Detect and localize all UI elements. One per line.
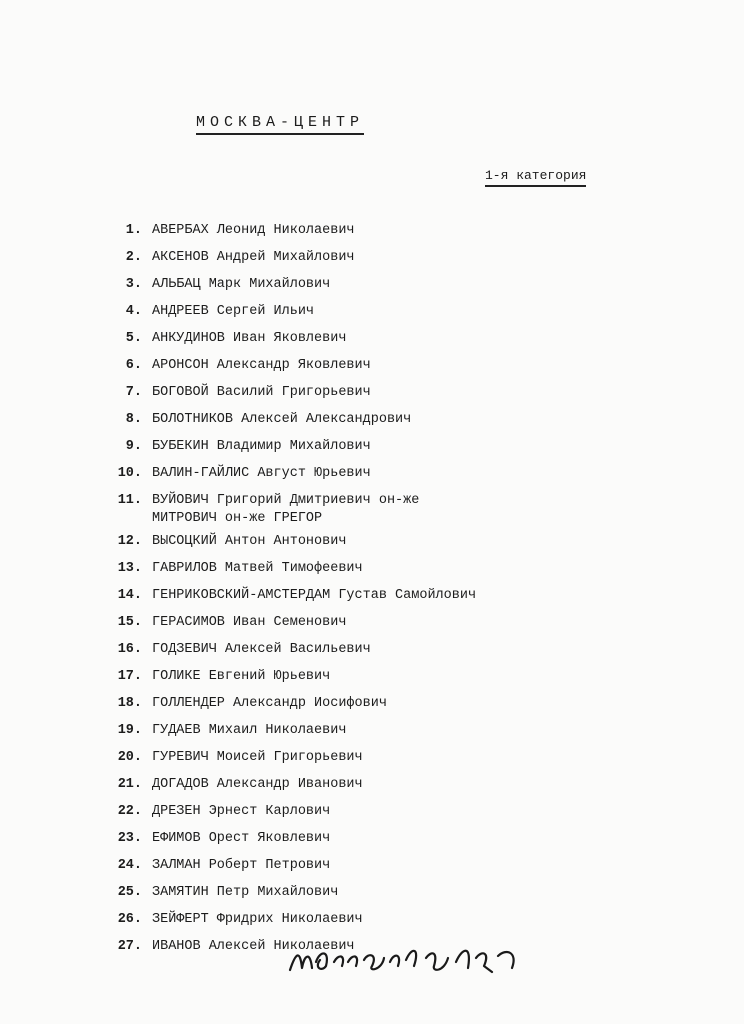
item-number: 13. xyxy=(117,561,142,576)
item-number: 10. xyxy=(117,466,142,481)
item-number: 22. xyxy=(117,804,142,819)
list-item xyxy=(108,303,708,330)
list-item xyxy=(108,695,708,722)
list-item xyxy=(108,776,708,803)
person-name: ВУЙОВИЧ Григорий Дмитриевич он-же МИТРОВИЧ он-же ГРЕГОР xyxy=(152,493,420,526)
person-name: АКСЕНОВ Андрей Михайлович xyxy=(152,250,355,265)
handwritten-signature xyxy=(286,932,536,982)
item-number: 3. xyxy=(125,277,142,292)
list-item xyxy=(108,357,708,384)
person-name: БОГОВОЙ Василий Григорьевич xyxy=(152,385,371,400)
person-name: АРОНСОН Александр Яковлевич xyxy=(152,358,371,373)
list-item xyxy=(108,884,708,911)
list-item xyxy=(108,492,708,533)
item-number: 8. xyxy=(125,412,142,427)
person-name: ГУДАЕВ Михаил Николаевич xyxy=(152,723,347,738)
item-number: 17. xyxy=(117,669,142,684)
person-name: АНДРЕЕВ Сергей Ильич xyxy=(152,304,315,319)
person-name: ЗАМЯТИН Петр Михайлович xyxy=(152,885,339,900)
person-name: ЗЕЙФЕРТ Фридрих Николаевич xyxy=(152,912,363,927)
item-number: 18. xyxy=(117,696,142,711)
item-number: 5. xyxy=(125,331,142,346)
document-title: МОСКВА-ЦЕНТР xyxy=(196,114,364,135)
item-number: 24. xyxy=(117,858,142,873)
list-item xyxy=(108,276,708,303)
list-item xyxy=(108,222,708,249)
item-number: 1. xyxy=(125,223,142,238)
list-item xyxy=(108,533,708,560)
item-number: 21. xyxy=(117,777,142,792)
list-item xyxy=(108,641,708,668)
person-name: ГАВРИЛОВ Матвей Тимофеевич xyxy=(152,561,363,576)
item-number: 23. xyxy=(117,831,142,846)
list-item xyxy=(108,749,708,776)
list-item xyxy=(108,330,708,357)
item-number: 4. xyxy=(125,304,142,319)
person-name: ГОДЗЕВИЧ Алексей Васильевич xyxy=(152,642,371,657)
person-name: ИВАНОВ Алексей Николаевич xyxy=(152,939,355,954)
list-item xyxy=(108,587,708,614)
person-name: БУБЕКИН Владимир Михайлович xyxy=(152,439,371,454)
item-number: 26. xyxy=(117,912,142,927)
person-name: ВЫСОЦКИЙ Антон Антонович xyxy=(152,534,347,549)
item-number: 19. xyxy=(117,723,142,738)
item-number: 25. xyxy=(117,885,142,900)
person-name: АВЕРБАХ Леонид Николаевич xyxy=(152,223,355,238)
item-number: 2. xyxy=(125,250,142,265)
list-item xyxy=(108,249,708,276)
category-label: 1-я категория xyxy=(485,168,586,187)
item-number: 7. xyxy=(125,385,142,400)
list-item xyxy=(108,614,708,641)
item-number: 15. xyxy=(117,615,142,630)
person-name: ГОЛИКЕ Евгений Юрьевич xyxy=(152,669,331,684)
person-name: ДОГАДОВ Александр Иванович xyxy=(152,777,363,792)
person-name: АНКУДИНОВ Иван Яковлевич xyxy=(152,331,347,346)
list-item xyxy=(108,465,708,492)
item-number: 16. xyxy=(117,642,142,657)
item-number: 12. xyxy=(117,534,142,549)
list-item xyxy=(108,803,708,830)
person-name: ЗАЛМАН Роберт Петрович xyxy=(152,858,331,873)
list-item xyxy=(108,560,708,587)
person-name: ГУРЕВИЧ Моисей Григорьевич xyxy=(152,750,363,765)
person-name: БОЛОТНИКОВ Алексей Александрович xyxy=(152,412,412,427)
item-number: 20. xyxy=(117,750,142,765)
item-number: 6. xyxy=(125,358,142,373)
list-item xyxy=(108,668,708,695)
person-name: ГЕРАСИМОВ Иван Семенович xyxy=(152,615,347,630)
item-number: 27. xyxy=(117,939,142,954)
item-number: 11. xyxy=(117,493,142,508)
list-item xyxy=(108,830,708,857)
list-item xyxy=(108,722,708,749)
item-number: 14. xyxy=(117,588,142,603)
person-name: ДРЕЗЕН Эрнест Карлович xyxy=(152,804,331,819)
list-item xyxy=(108,438,708,465)
list-item xyxy=(108,411,708,438)
item-number: 9. xyxy=(125,439,142,454)
person-name: ГОЛЛЕНДЕР Александр Иосифович xyxy=(152,696,387,711)
person-name: ЕФИМОВ Орест Яковлевич xyxy=(152,831,331,846)
person-name: ГЕНРИКОВСКИЙ-АМСТЕРДАМ Густав Самойлович xyxy=(152,588,477,603)
person-name: АЛЬБАЦ Марк Михайлович xyxy=(152,277,331,292)
list-item xyxy=(108,857,708,884)
list-item xyxy=(108,384,708,411)
name-list xyxy=(108,222,708,965)
person-name: ВАЛИН-ГАЙЛИС Август Юрьевич xyxy=(152,466,371,481)
